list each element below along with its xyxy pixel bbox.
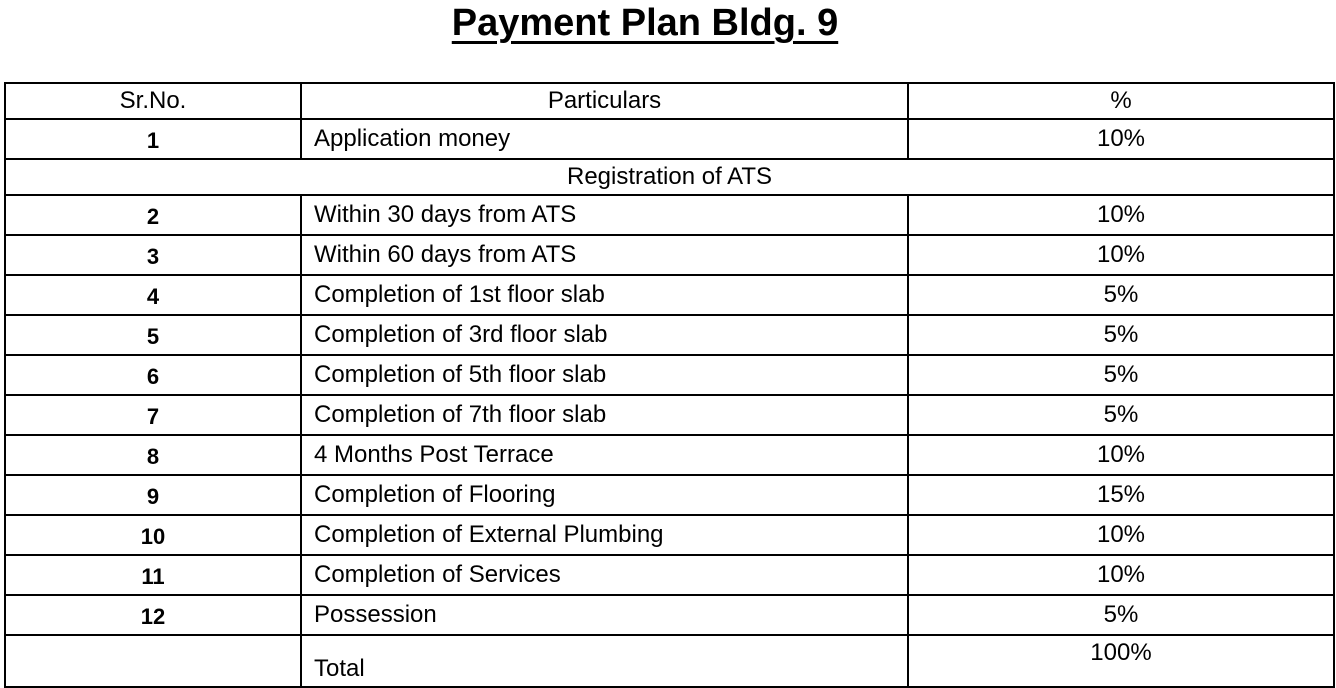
- percent-cell: 5%: [908, 395, 1334, 435]
- percent-cell: 10%: [908, 555, 1334, 595]
- particular-cell: Completion of 3rd floor slab: [301, 315, 908, 355]
- header-particulars: Particulars: [301, 83, 908, 119]
- table-row: [5, 119, 1334, 159]
- sr-no-cell: 8: [5, 435, 301, 475]
- total-percent: 100%: [908, 635, 1334, 687]
- sr-no-cell: 6: [5, 355, 301, 395]
- table-row: [5, 395, 1334, 435]
- sr-no-cell: 5: [5, 315, 301, 355]
- payment-plan-table: [4, 82, 1335, 688]
- table-row: [5, 315, 1334, 355]
- sr-no-cell: 9: [5, 475, 301, 515]
- particular-cell: Completion of External Plumbing: [301, 515, 908, 555]
- percent-cell: 15%: [908, 475, 1334, 515]
- particular-cell: Within 30 days from ATS: [301, 195, 908, 235]
- section-label: Registration of ATS: [5, 159, 1334, 195]
- percent-cell: 10%: [908, 435, 1334, 475]
- particular-cell: 4 Months Post Terrace: [301, 435, 908, 475]
- particular-cell: Possession: [301, 595, 908, 635]
- particular-cell: Application money: [301, 119, 908, 159]
- sr-no-cell: 3: [5, 235, 301, 275]
- page-title: Payment Plan Bldg. 9: [451, 2, 839, 44]
- particular-cell: Completion of Flooring: [301, 475, 908, 515]
- header-sr-no: Sr.No.: [5, 83, 301, 119]
- table-row: [5, 595, 1334, 635]
- sr-no-cell: 12: [5, 595, 301, 635]
- sr-no-cell: 7: [5, 395, 301, 435]
- total-row: [5, 635, 1334, 687]
- table-row: [5, 235, 1334, 275]
- percent-cell: 5%: [908, 275, 1334, 315]
- percent-cell: 10%: [908, 119, 1334, 159]
- percent-cell: 5%: [908, 315, 1334, 355]
- percent-cell: 5%: [908, 355, 1334, 395]
- total-label: Total: [301, 635, 908, 687]
- particular-cell: Completion of 1st floor slab: [301, 275, 908, 315]
- section-row: [5, 159, 1334, 195]
- sr-no-cell: 10: [5, 515, 301, 555]
- percent-cell: 10%: [908, 195, 1334, 235]
- sr-no-cell: 1: [5, 119, 301, 159]
- table-row: [5, 515, 1334, 555]
- header-percent: %: [908, 83, 1334, 119]
- particular-cell: Completion of 5th floor slab: [301, 355, 908, 395]
- table-header-row: [5, 83, 1334, 119]
- percent-cell: 5%: [908, 595, 1334, 635]
- sr-no-cell: 4: [5, 275, 301, 315]
- table-row: [5, 195, 1334, 235]
- table-row: [5, 555, 1334, 595]
- table-row: [5, 475, 1334, 515]
- table-row: [5, 435, 1334, 475]
- sr-no-cell: 2: [5, 195, 301, 235]
- particular-cell: Completion of 7th floor slab: [301, 395, 908, 435]
- table-row: [5, 355, 1334, 395]
- sr-no-cell: 11: [5, 555, 301, 595]
- table-row: [5, 275, 1334, 315]
- particular-cell: Completion of Services: [301, 555, 908, 595]
- percent-cell: 10%: [908, 515, 1334, 555]
- total-empty-cell: [5, 635, 301, 687]
- particular-cell: Within 60 days from ATS: [301, 235, 908, 275]
- percent-cell: 10%: [908, 235, 1334, 275]
